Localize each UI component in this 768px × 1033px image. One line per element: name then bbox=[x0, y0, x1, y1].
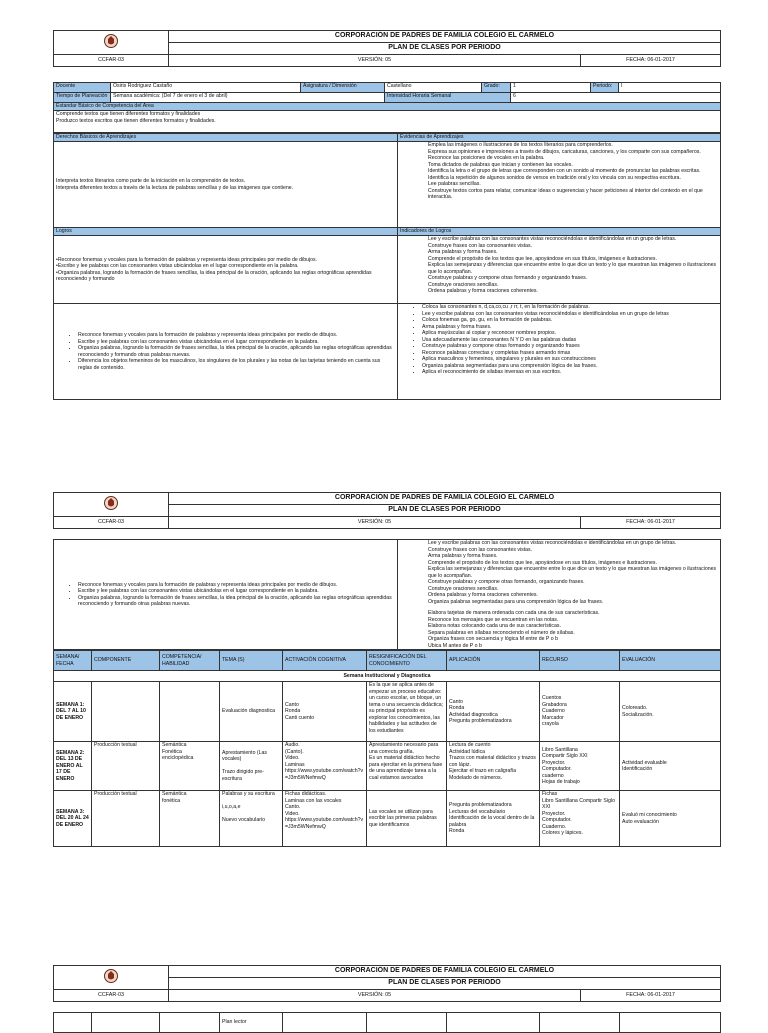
activacion-cell: Canto Ronda Canti cuento bbox=[283, 682, 367, 742]
grado-label: Grado: bbox=[482, 83, 511, 93]
page-1 bbox=[53, 30, 720, 400]
shield-icon bbox=[104, 33, 118, 49]
indicador-item: Construye oraciones sencillas. bbox=[428, 585, 499, 592]
asignatura-label: Asignatura / Dimensión bbox=[301, 83, 385, 93]
bullet-item: • Usa adecuadamente las consonantes N Y D en las palabras dadas bbox=[422, 337, 718, 344]
docente-label: Docente bbox=[54, 83, 111, 93]
indicador-item: Separa palabras en sílabas reconociendo el número de sílabas. bbox=[428, 629, 575, 636]
aplicacion-cell bbox=[447, 1013, 540, 1033]
bullet-item: • Reconoce fonemas y vocales para la formación de palabras y representa ideas principales por medio de dibujos. bbox=[78, 332, 395, 339]
dba-label: Derechos Básicos de Aprendizajes bbox=[54, 134, 398, 142]
bullet-item: • Lee y escribe palabras con las consonantes vistas reconociéndolas e identificándolas en un grupo de letras bbox=[422, 311, 718, 318]
estandar-text bbox=[54, 111, 721, 133]
bullet-item: • Organiza palabras, logrando la formación de frases sencillas, la idea principal de la oración, aplicando las reglas ortográficas aprendidas reconociendo y formando otras palabras nuevas. bbox=[78, 345, 395, 358]
doc-date: FECHA: 06-01-2017 bbox=[581, 55, 721, 67]
bullet-item: • Escribe y lee palabras con las consonantes vistas ubicándolas en el lugar correspondiente en la palabra. bbox=[78, 339, 395, 346]
bullet-item: • Coloca fonemas ga, go, gu, en la formación de palabras. bbox=[422, 317, 718, 324]
bullet-item: • Organiza palabras, logrando la formación de frases sencillas, la idea principal de la oración, aplicando las reglas ortográficas aprendidas reconociendo y formando otras palabras nuevas. bbox=[78, 595, 395, 608]
bullet-item: • Reconoce fonemas y vocales para la formación de palabras y representa ideas principales por medio de dibujos. bbox=[78, 582, 395, 589]
table-row bbox=[54, 682, 721, 742]
org-title: CORPORACIÓN DE PADRES DE FAMILIA COLEGIO EL CARMELO bbox=[169, 493, 721, 505]
indicador-item: Elabora notas colocando cada una de sus características. bbox=[428, 623, 561, 629]
recurso-cell: Cuentos Grabadora Cuaderno Marcador crayola bbox=[540, 682, 620, 742]
col-header: SEMANA/ FECHA bbox=[54, 651, 92, 671]
table-row bbox=[54, 742, 721, 791]
col-header: APLICACIÓN bbox=[447, 651, 540, 671]
col-header: COMPETENCIA/ HABILIDAD bbox=[160, 651, 220, 671]
semana-cell: SEMANA 3: DEL 20 AL 24 DE ENERO bbox=[54, 791, 92, 847]
indicador-item: Construye palabras y compone otras formando y organizando frases. bbox=[428, 275, 588, 281]
indicador-item: Arma palabras y forma frases. bbox=[428, 249, 498, 255]
aplicacion-cell: Canto Ronda Actividad diagnostica Pregunta problematizadora bbox=[447, 682, 540, 742]
col-header: COMPONENTE bbox=[92, 651, 160, 671]
doc-code: CCFAR-03 bbox=[54, 990, 169, 1002]
resignificacion-cell: Aprestamiento necesario para una correcta grafía. Es un material didáctico hecho para ejercitar en la primera fase de una aprendizaje tarea a la cual estamos avocados bbox=[367, 742, 447, 791]
org-title: CORPORACIÓN DE PADRES DE FAMILIA COLEGIO EL CARMELO bbox=[169, 966, 721, 978]
indicador-item: Explica las semejanzas y diferencias que encuentre entre lo que dice un texto y lo que muestran las imágenes o ilustraciones que lo acompañan. bbox=[428, 262, 717, 275]
doc-version: VERSIÓN: 05 bbox=[169, 55, 581, 67]
intensidad-label: Intensidad Horaria Semanal bbox=[385, 93, 511, 103]
indicador-item: Construye oraciones sencillas. bbox=[428, 281, 499, 288]
document-header bbox=[53, 492, 721, 529]
page2-right bbox=[398, 540, 721, 650]
competencia-cell bbox=[160, 1013, 220, 1033]
logro-item: •Escribe y lee palabras con las consonantes vistas ubicándolas en el lugar correspondiente en la palabra. bbox=[56, 263, 299, 269]
intensidad-value: 6 bbox=[511, 93, 721, 103]
col-header: ACTIVACIÓN COGNITIVA bbox=[283, 651, 367, 671]
shield-icon bbox=[104, 968, 118, 984]
bullet-item: • Arma palabras y forma frases. bbox=[422, 324, 718, 331]
page2-objectives bbox=[53, 539, 721, 650]
bullet-item: • Diferencia los objetos femeninos de los masculinos, los singulares de los plurales y las notas de las tarjetas teniendo en cuenta sus reglas de contenido. bbox=[78, 358, 395, 371]
bullet-item: • Aplica mayúsculas al copiar y reconocer nombres propios. bbox=[422, 330, 718, 337]
evidencia-item: Reconoce las posiciones de vocales en la palabra. bbox=[428, 155, 545, 161]
activacion-cell: Audio. (Canto). Video. Laminas https://www.youtube.com/watch?v=J3m5WNefmwQ bbox=[283, 742, 367, 791]
competencia-cell: Semántica fonética bbox=[160, 791, 220, 847]
dba-line: Interpreta diferentes textos a través de la lectura de palabras sencillas y de las imágenes que contiene. bbox=[56, 184, 294, 191]
dba-table bbox=[53, 133, 721, 400]
doc-date: FECHA: 06-01-2017 bbox=[581, 990, 721, 1002]
indicador-item: Explica las semejanzas y diferencias que encuentre entre lo que dice un texto y lo que muestran las imágenes o ilustraciones que lo acompañan. bbox=[428, 566, 717, 579]
estandar-line: Comprende textos que tienen diferentes formatos y finalidades bbox=[56, 111, 201, 117]
doc-date: FECHA: 06-01-2017 bbox=[581, 517, 721, 529]
info-table bbox=[53, 82, 721, 133]
activacion-cell bbox=[283, 1013, 367, 1033]
page3-table bbox=[53, 1012, 721, 1033]
evaluacion-cell: Evaluó mi conocimiento Auto evaluación bbox=[620, 791, 721, 847]
bullet-item: • Organiza palabras segmentadas para una comprensión lógica de las frases. bbox=[422, 363, 718, 370]
bullet-item: • Reconoce palabras correctas y completas frases armando rimas bbox=[422, 350, 718, 357]
semana-value: Semana académica: (Del 7 de enero el 3 de abril) bbox=[111, 93, 385, 103]
table-row bbox=[54, 1013, 721, 1033]
tema-cell: Palabras y su escritura i,u,o,a,e Nuevo vocabulario bbox=[220, 791, 283, 847]
indicadores-label: Indicadores de Logros bbox=[398, 228, 721, 236]
dba-text bbox=[54, 142, 398, 228]
resignificacion-cell: Las vocales se utilizan para escribir las primeras palabras que identificamos bbox=[367, 791, 447, 847]
plan-title: PLAN DE CLASES POR PERIODO bbox=[169, 978, 721, 990]
evidencia-item: Identifica la repetición de algunos sonidos de versos en tradición oral y los vincula con su respectiva escritura. bbox=[428, 174, 681, 181]
table-row bbox=[54, 791, 721, 847]
indicador-item: Comprende el propósito de los textos que lee, apoyándose en sus títulos, imágenes e ilustraciones. bbox=[428, 255, 657, 262]
page-3 bbox=[53, 965, 720, 1033]
activacion-cell: Fichas didácticas. Laminas con las vocales Canto. Video. https://www.youtube.com/watch?v=J3m5WNefmwQ bbox=[283, 791, 367, 847]
docente-value: Osiris Rodriguez Castaño bbox=[111, 83, 301, 93]
tema-cell: Plan lector bbox=[220, 1013, 283, 1033]
bullet-item: • Aplica el reconocimiento de silabas inversas en sus escritos. bbox=[422, 369, 718, 376]
logros-text bbox=[54, 236, 398, 304]
dba-line: Interpreta textos literarios como parte de la iniciación en la comprensión de textos. bbox=[56, 178, 246, 184]
col-header: EVALUACIÓN bbox=[620, 651, 721, 671]
school-logo bbox=[54, 31, 169, 55]
doc-version: VERSIÓN: 05 bbox=[169, 990, 581, 1002]
competencia-cell: Semántica Fonética enciclopédica bbox=[160, 742, 220, 791]
componente-cell: Producción textual bbox=[92, 791, 160, 847]
grado-value: 1 bbox=[511, 83, 591, 93]
indicadores-list bbox=[398, 236, 721, 304]
indicador-item: Lee y escribe palabras con las consonantes vistas reconociéndolas e identificándolas en un grupo de letras. bbox=[428, 236, 677, 242]
aplicacion-cell: Pregunta problematizadora Lecturas del vocabulario Identificación de la vocal dentro de la palabra Ronda bbox=[447, 791, 540, 847]
school-logo bbox=[54, 493, 169, 517]
bullet-item: • Coloca las consonantes n, d,ca,co,cu ,r rr, t, en la formación de palabras. bbox=[422, 304, 718, 311]
logro-item: •Reconoce fonemas y vocales para la formación de palabras y representa ideas principales por medio de dibujos. bbox=[56, 256, 318, 263]
aplicacion-cell: Lectura de cuento Actividad lúdica Trazos con material didáctico y trazos con lápiz. Ejercitar el trazo en caligrafía Modelado de números. bbox=[447, 742, 540, 791]
table-header-row bbox=[54, 651, 721, 671]
evaluacion-cell bbox=[620, 1013, 721, 1033]
plan-title: PLAN DE CLASES POR PERIODO bbox=[169, 505, 721, 517]
class-plan-table bbox=[53, 650, 721, 847]
evaluacion-cell: Actividad evaluable Identificación bbox=[620, 742, 721, 791]
doc-code: CCFAR-03 bbox=[54, 517, 169, 529]
periodo-label: Periodo: bbox=[591, 83, 619, 93]
bullet-item: • Construye palabras y compone otras formando y organizando frases bbox=[422, 343, 718, 350]
col-header: RESIGNIFICACIÓN DEL CONOCIMIENTO bbox=[367, 651, 447, 671]
col-header: TEMA (S) bbox=[220, 651, 283, 671]
resignificacion-cell: Es la que se aplica antes de empezar un proceso educativo: un curso escolar, un bloque, un tema o una secuencia didáctica; su principal propósito es explorar los conocimientos, las habilidades y las actitudes de los estudiantes bbox=[367, 682, 447, 742]
indicadores-bullets bbox=[398, 304, 721, 400]
evaluacion-cell: Coloreado. Socialización. bbox=[620, 682, 721, 742]
evidencias-label: Evidencias de Aprendizajes bbox=[398, 134, 721, 142]
recurso-cell: Fichas Libro Santillana Compartir Siglo XXI Proyector. Computador. Cuaderno. Colores y lápices. bbox=[540, 791, 620, 847]
indicador-item: Ordena palabras y forma oraciones coherentes. bbox=[428, 592, 538, 598]
semana-institucional: Semana Institucional y Diagnostica bbox=[54, 671, 721, 682]
semana-cell bbox=[54, 1013, 92, 1033]
indicador-item: Organiza frases con secuencia y lógica M entre de P o b bbox=[428, 636, 558, 642]
tema-cell: Aprestamiento (Las vocales) Trazo dirigido pre-escritura bbox=[220, 742, 283, 791]
indicador-item: Construye palabras y compone otras formando, organizando frases. bbox=[428, 579, 585, 585]
recurso-cell bbox=[540, 1013, 620, 1033]
indicador-item: Organiza palabras segmentadas para una comprensión lógica de las frases. bbox=[428, 598, 604, 605]
componente-cell bbox=[92, 682, 160, 742]
componente-cell bbox=[92, 1013, 160, 1033]
semana-cell: SEMANA 1: DEL 7 AL 10 DE ENERO bbox=[54, 682, 92, 742]
indicador-item: Lee y escribe palabras con las consonantes vistas reconociéndolas e identificándolas en un grupo de letras. bbox=[428, 540, 677, 546]
doc-code: CCFAR-03 bbox=[54, 55, 169, 67]
page-2 bbox=[53, 492, 720, 847]
logros-label: Logros bbox=[54, 228, 398, 236]
bullet-item: • Aplica masculinos y femeninos, singulares y plurales en sus construcciones bbox=[422, 356, 718, 363]
indicador-item: Ordena palabras y forma oraciones coherentes. bbox=[428, 288, 538, 294]
doc-version: VERSIÓN: 05 bbox=[169, 517, 581, 529]
plan-title: PLAN DE CLASES POR PERIODO bbox=[169, 43, 721, 55]
indicador-item: Arma palabras y forma frases. bbox=[428, 553, 498, 559]
tiempo-label: Tiempo de Planeación bbox=[54, 93, 111, 103]
document-header bbox=[53, 965, 721, 1002]
school-logo bbox=[54, 966, 169, 990]
evidencia-item: Toma dictados de palabras que inician y contienen las vocales. bbox=[428, 161, 573, 168]
recurso-cell: Libro Santillana Compartir Siglo XXI Proyector. Computador. cuaderno Hojas de trabajo bbox=[540, 742, 620, 791]
shield-icon bbox=[104, 495, 118, 511]
indicador-item: Reconoce los mensajes que se encuentran en las notas. bbox=[428, 616, 559, 623]
asignatura-value: Castellano bbox=[385, 83, 482, 93]
evidencia-item: Construye textos cortos para relatar, comunicar ideas o sugerencias y hacer peticiones al interior del contexto en el que interactúa. bbox=[428, 187, 703, 200]
logro-item: •Organiza palabras, logrando la formación de frases sencillas, la idea principal de la oración, aplicando las reglas ortográficas aprendidas reconociendo y formando bbox=[56, 269, 372, 282]
indicador-item: Construye frases con las consonantes vistas. bbox=[428, 546, 533, 553]
tema-cell: Evaluación diagnostica bbox=[220, 682, 283, 742]
indicador-item: Comprende el propósito de los textos que lee, apoyándose en sus títulos, imágenes e ilustraciones. bbox=[428, 559, 657, 566]
indicador-item: Construye frases con las consonantes vistas. bbox=[428, 242, 533, 249]
evidencia-item: Lee palabras sencillas. bbox=[428, 181, 481, 187]
resignificacion-cell bbox=[367, 1013, 447, 1033]
estandar-label: Estandar Básico de Competencia del Área bbox=[54, 103, 721, 111]
periodo-value: I bbox=[619, 83, 721, 93]
competencia-cell bbox=[160, 682, 220, 742]
semana-cell: SEMANA 2: DEL 13 DE ENERO AL 17 DE ENERO bbox=[54, 742, 92, 791]
indicador-item: Elabora tarjetas de manera ordenada con cada una de sus características. bbox=[428, 610, 600, 616]
org-title: CORPORACIÓN DE PADRES DE FAMILIA COLEGIO EL CARMELO bbox=[169, 31, 721, 43]
bullet-item: • Escribe y lee palabras con las consonantes vistas ubicándolas en el lugar correspondiente en la palabra. bbox=[78, 588, 395, 595]
col-header: RECURSO bbox=[540, 651, 620, 671]
estandar-line: Produzco textos escritos que tienen diferentes formatos y finalidades. bbox=[56, 117, 216, 124]
indicador-item: Ubica M antes de P o b bbox=[428, 642, 482, 649]
page2-bullets bbox=[54, 540, 398, 650]
logros-bullets bbox=[54, 304, 398, 400]
componente-cell: Producción textual bbox=[92, 742, 160, 791]
document-header bbox=[53, 30, 721, 67]
evidencias-list bbox=[398, 142, 721, 228]
evidencia-item: Expresa sus opiniones e impresiones a través de dibujos, caricaturas, canciones, y los comparte con sus compañeros. bbox=[428, 148, 701, 155]
evidencia-item: Identifica la letra o el grupo de letras que corresponden con un sonido al momento de pronunciar las palabras escritas. bbox=[428, 168, 701, 174]
evidencia-item: Emplea las imágenes o ilustraciones de los textos literarios para comprenderlos. bbox=[428, 142, 613, 148]
